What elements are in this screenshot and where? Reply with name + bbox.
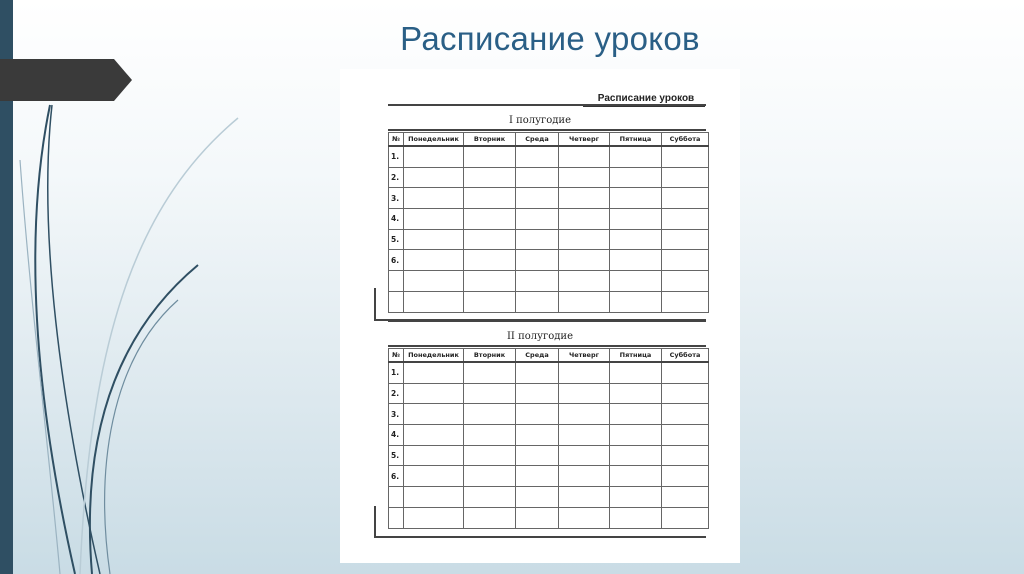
- table-cell[interactable]: [404, 209, 464, 230]
- table-cell[interactable]: [610, 362, 662, 383]
- table-cell[interactable]: [516, 362, 559, 383]
- table-cell[interactable]: [464, 188, 516, 209]
- table-cell[interactable]: [464, 250, 516, 271]
- table-cell[interactable]: [404, 229, 464, 250]
- table-cell[interactable]: [464, 487, 516, 508]
- table-header-row: [389, 133, 709, 147]
- table-row: [389, 445, 709, 466]
- table-cell[interactable]: [610, 466, 662, 487]
- table-cell[interactable]: [516, 445, 559, 466]
- table-cell[interactable]: [559, 404, 610, 425]
- table-cell[interactable]: [610, 167, 662, 188]
- table-cell[interactable]: [464, 209, 516, 230]
- table-cell[interactable]: [404, 167, 464, 188]
- table-cell[interactable]: [464, 445, 516, 466]
- table-cell[interactable]: [404, 487, 464, 508]
- table-row: [389, 229, 709, 250]
- table-row: [389, 425, 709, 446]
- row-number: 4.: [389, 209, 404, 230]
- table-cell[interactable]: [662, 229, 709, 250]
- table-cell[interactable]: [404, 362, 464, 383]
- col-header: Среда: [516, 133, 559, 147]
- table-row: [389, 188, 709, 209]
- table-cell[interactable]: [559, 425, 610, 446]
- table-cell[interactable]: [662, 445, 709, 466]
- table-row: [389, 250, 709, 271]
- col-header: Четверг: [559, 133, 610, 147]
- table-cell[interactable]: [464, 146, 516, 167]
- table-cell[interactable]: [559, 188, 610, 209]
- table-cell[interactable]: [516, 146, 559, 167]
- table-cell[interactable]: [559, 167, 610, 188]
- table-cell[interactable]: [610, 404, 662, 425]
- table-row: [389, 487, 709, 508]
- table-cell[interactable]: [662, 487, 709, 508]
- table-cell[interactable]: [559, 229, 610, 250]
- row-number: 6.: [389, 466, 404, 487]
- table-cell[interactable]: [610, 188, 662, 209]
- table-bracket: [374, 288, 706, 321]
- table-cell[interactable]: [516, 229, 559, 250]
- table-cell[interactable]: [404, 466, 464, 487]
- table-header-row: [389, 349, 709, 363]
- decorative-curves: [0, 0, 260, 574]
- col-header: Суббота: [662, 133, 709, 147]
- table-cell[interactable]: [404, 404, 464, 425]
- table-cell[interactable]: [464, 383, 516, 404]
- row-number: 5.: [389, 229, 404, 250]
- row-number: 1.: [389, 146, 404, 167]
- table-cell[interactable]: [662, 466, 709, 487]
- table-cell[interactable]: [516, 404, 559, 425]
- table-cell[interactable]: [662, 188, 709, 209]
- col-header: Пятница: [610, 349, 662, 363]
- table-cell[interactable]: [404, 250, 464, 271]
- table-cell[interactable]: [662, 250, 709, 271]
- row-number: [389, 487, 404, 508]
- row-number: 2.: [389, 383, 404, 404]
- table-header-rule: [388, 129, 706, 131]
- table-cell[interactable]: [559, 383, 610, 404]
- row-number: 4.: [389, 425, 404, 446]
- table-cell[interactable]: [516, 425, 559, 446]
- col-header: №: [389, 133, 404, 147]
- table-cell[interactable]: [662, 167, 709, 188]
- table-cell[interactable]: [559, 250, 610, 271]
- table-row: [389, 167, 709, 188]
- table-cell[interactable]: [610, 383, 662, 404]
- table-cell[interactable]: [404, 383, 464, 404]
- col-header: Понедельник: [404, 133, 464, 147]
- col-header: Вторник: [464, 133, 516, 147]
- half-title-1: I полугодие: [508, 115, 572, 126]
- table-row: [389, 404, 709, 425]
- table-body: [389, 362, 709, 528]
- col-header: Понедельник: [404, 349, 464, 363]
- table-row: [389, 146, 709, 167]
- table-cell[interactable]: [464, 167, 516, 188]
- table-cell[interactable]: [662, 209, 709, 230]
- table-row: [389, 209, 709, 230]
- table-cell[interactable]: [662, 146, 709, 167]
- table-cell[interactable]: [464, 362, 516, 383]
- table-cell[interactable]: [559, 445, 610, 466]
- table-cell[interactable]: [516, 209, 559, 230]
- half-title-2: II полугодие: [506, 331, 573, 342]
- row-number: 5.: [389, 445, 404, 466]
- schedule-table-1: [388, 132, 709, 313]
- table-top-rule: [388, 104, 706, 106]
- table-cell[interactable]: [610, 445, 662, 466]
- col-header: Пятница: [610, 133, 662, 147]
- table-header-rule: [388, 345, 706, 347]
- table-cell[interactable]: [559, 487, 610, 508]
- schedule-table-2: [388, 348, 709, 529]
- slide-title: Расписание уроков: [400, 20, 700, 57]
- table-row: [389, 466, 709, 487]
- table-cell[interactable]: [464, 404, 516, 425]
- table-cell[interactable]: [404, 146, 464, 167]
- table-cell[interactable]: [516, 250, 559, 271]
- table-cell[interactable]: [610, 487, 662, 508]
- col-header: Среда: [516, 349, 559, 363]
- table-cell[interactable]: [610, 250, 662, 271]
- table-cell[interactable]: [559, 362, 610, 383]
- table-cell[interactable]: [404, 445, 464, 466]
- table-cell[interactable]: [404, 425, 464, 446]
- table-cell[interactable]: [464, 466, 516, 487]
- table-cell[interactable]: [516, 167, 559, 188]
- table-cell[interactable]: [662, 404, 709, 425]
- table-cell[interactable]: [610, 229, 662, 250]
- table-cell[interactable]: [516, 383, 559, 404]
- row-number: 1.: [389, 362, 404, 383]
- table-row: [389, 362, 709, 383]
- row-number: 6.: [389, 250, 404, 271]
- table-cell[interactable]: [662, 425, 709, 446]
- table-cell[interactable]: [464, 425, 516, 446]
- document-heading: Расписание уроков: [597, 93, 695, 104]
- table-top-rule: [388, 320, 706, 322]
- table-cell[interactable]: [516, 487, 559, 508]
- row-number: 3.: [389, 188, 404, 209]
- table-cell[interactable]: [516, 466, 559, 487]
- table-bracket: [374, 506, 706, 538]
- row-number: 2.: [389, 167, 404, 188]
- table-cell[interactable]: [610, 425, 662, 446]
- table-cell[interactable]: [464, 229, 516, 250]
- table-cell[interactable]: [610, 146, 662, 167]
- table-row: [389, 383, 709, 404]
- table-cell[interactable]: [559, 466, 610, 487]
- table-cell[interactable]: [662, 383, 709, 404]
- table-cell[interactable]: [610, 209, 662, 230]
- col-header: Четверг: [559, 349, 610, 363]
- table-cell[interactable]: [559, 146, 610, 167]
- table-cell[interactable]: [404, 188, 464, 209]
- col-header: Вторник: [464, 349, 516, 363]
- col-header: №: [389, 349, 404, 363]
- row-number: 3.: [389, 404, 404, 425]
- table-cell[interactable]: [559, 209, 610, 230]
- col-header: Суббота: [662, 349, 709, 363]
- table-cell[interactable]: [516, 188, 559, 209]
- table-cell[interactable]: [662, 362, 709, 383]
